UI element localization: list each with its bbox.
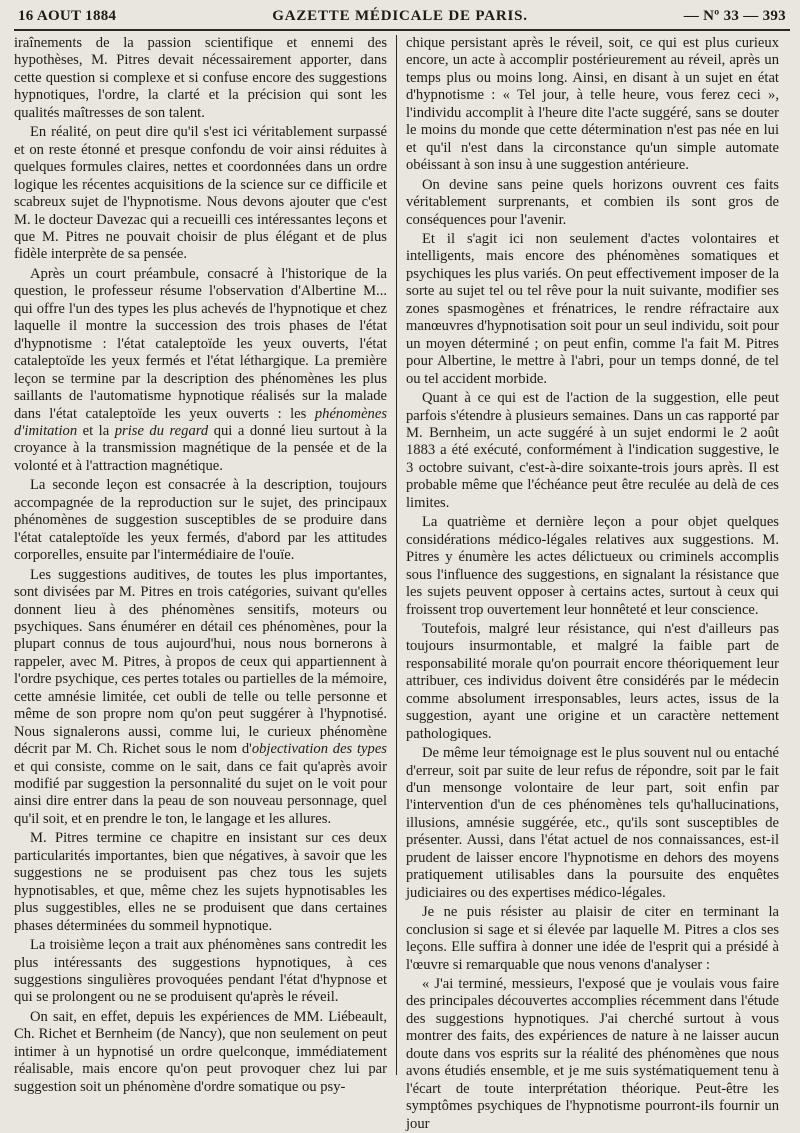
header-journal-title: GAZETTE MÉDICALE DE PARIS. (272, 8, 528, 24)
paragraph: La quatrième et dernière leçon a pour objet quelques considérations médico-légales relatives aux suggestions. M. Pitres y énumère les actes délictueux ou criminels accomplis sous l'influence des suggestions, en signalant la résistance que les sujets peuvent opposer à certains actes, surtout à ceux qui froissent trop ouvertement leur honnêteté et leur conscience. (406, 514, 779, 618)
italic-term: phénomènes d'imitation (14, 405, 387, 439)
header-date: 16 AOUT 1884 (18, 8, 117, 24)
paragraph (14, 567, 387, 829)
paragraph: De même leur témoignage est le plus souvent nul ou entaché d'erreur, soit par suite de leur refus de répondre, soit par le fait d'un mensonge volontaire de leur part, soit enfin par l'intervention d'un de ces phénomènes tels qu'hallucinations, illusions, amnésie suggérée, etc., qu'ils sont susceptibles de présenter. Aussi, dans l'état actuel de nos connaissances, est-il prudent de laisser encore l'hypnotisme en dehors des moyens pratiquement utilisables dans la poursuite des enquêtes judiciaires ou des expertises médico-légales. (406, 745, 779, 901)
left-column (14, 35, 396, 1095)
text-run: Les suggestions auditives, de toutes les plus importantes, sont divisées par M. Pitres en trois catégories, suivant qu'elles donnent lieu à des phénomènes sensitifs, moteurs ou psychiques. Sans énumérer en détail ces phénomènes, pour la plupart connus de tous aujourd'hui, nous nous bornerons à rappeler, avec M. Pitres, à propos de ceux qui appartiennent à l'ordre psychique, ces pertes totales ou partielles de la mémoire, cette amnésie limitée, cet oubli de telle ou telle personne et même de son propre nom qu'on peut suggérer à l'hypnotisé. Nous signalerons aussi, comme lui, le curieux phénomène décrit par M. Ch. Richet sous le nom d' (14, 566, 387, 758)
paragraph: La troisième leçon a trait aux phénomènes sans contredit les plus intéressants des suggestions hypnotiques, à ces suggestions singulières provoquées pendant l'état d'hypnose et qui se prolongent ou ne se produisent qu'après le réveil. (14, 937, 387, 1006)
paragraph: On devine sans peine quels horizons ouvrent ces faits véritablement surprenants, et combien ils sont gros de conséquences pour l'avenir. (406, 176, 779, 228)
paragraph: Quant à ce qui est de l'action de la suggestion, elle peut parfois s'étendre à plusieurs semaines. Dans un cas rapporté par M. Bernheim, un acte suggéré à un sujet endormi le 2 août 1883 a été exécuté, conformément à l'indication suggestive, le 3 octobre suivant, c'est-à-dire soixante-trois jours après. Il est probable même que l'échéance peut être reculée au delà de ces limites. (406, 390, 779, 511)
paragraph: Et il s'agit ici non seulement d'actes volontaires et intelligents, mais encore des phénomènes somatiques et psychiques les plus variés. On peut effectivement imposer de la sorte au sujet tel ou tel rêve pour la nuit suivante, modifier ses zones spasmogènes et frénatrices, le rendre réfractaire aux manœuvres d'hypnotisation soit pour un seul individu, soit pour un moyen déterminé ; on peut enfin, comme l'a fait M. Pitres pour Albertine, le mettre à l'abri, pour un temps donné, de tel ou tel accident morbide. (406, 230, 779, 387)
text-columns (14, 35, 790, 1132)
paragraph: Je ne puis résister au plaisir de citer en terminant la conclusion si sage et si élevée par laquelle M. Pitres a clos ses leçons. Elle suffira à donner une idée de l'esprit qui a présidé à l'œuvre si remarquable que nous venons d'analyser : (406, 904, 779, 973)
paragraph: iraînements de la passion scientifique et ennemi des hypothèses, M. Pitres devait nécessairement apporter, dans cette question si complexe et si confuse encore des suggestions hypnotiques, l'ordre, la clarté et la précision qui sont les qualités maîtresses de son talent. (14, 35, 387, 121)
paragraph: Toutefois, malgré leur résistance, qui n'est d'ailleurs pas toujours insurmontable, et malgré la faible part de responsabilité morale qu'on pourrait encore théoriquement leur attribuer, ces individus doivent être considérés par le médecin comme absolument irresponsables, leurs actes, issus de la suggestion, ayant une origine et un caractère nettement pathologiques. (406, 620, 779, 742)
paragraph: La seconde leçon est consacrée à la description, toujours accompagnée de la reproduction sur le sujet, des principaux phénomènes de suggestion susceptibles de se produire dans l'état cataleptoïde les yeux fermés, d'abord par les attitudes corporelles, ensuite par l'intermédiaire de l'ouïe. (14, 477, 387, 564)
header-page-number: — Nº 33 — 393 (683, 8, 786, 24)
italic-term: prise du regard (114, 422, 209, 439)
paragraph (14, 266, 387, 475)
page-header (14, 8, 790, 31)
paragraph: « J'ai terminé, messieurs, l'exposé que je voulais vous faire des principales découvertes accomplies récemment dans l'étude des suggestions hypnotiques. J'ai cherché surtout à vous montrer des faits, des expériences de nature à ne laisser aucun doute dans vos esprits sur la réalité des phénomènes que nous avons étudiés ensemble, et je me suis systématiquement tenu à l'écart de toute interprétation théorique. Peut-être les symptômes psychiques de l'hypnotisme pourront-ils fournir un jour (406, 976, 779, 1132)
paragraph: En réalité, on peut dire qu'il s'est ici véritablement surpassé et on reste étonné et presque confondu de voir ainsi réduites à quelques formules claires, nettes et coordonnées dans un ordre logique les récentes acquisitions de la science sur ce difficile et scabreux sujet de l'hypnotisme. Nous devons ajouter que c'est M. le docteur Davezac qui a recueilli ces intéressantes leçons et que M. Pitres ne pouvait choisir de plus élégant et de plus fidèle interprète de sa pensée. (14, 124, 387, 263)
text-run: et qui consiste, comme on le sait, dans ce fait qu'après avoir modifié par suggestion la personnalité du sujet on le voit pour ainsi dire entrer dans la peau de son nouveau personnage, quel qu'il soit, et en prendre le ton, le langage et les allures. (14, 758, 387, 827)
italic-term: objectivation des types (251, 741, 387, 758)
text-run: qui a donné lieu surtout à la croyance à la transmission magnétique de la pensée et de la volonté et à l'attraction magnétique. (14, 422, 387, 474)
paragraph: M. Pitres termine ce chapitre en insistant sur ces deux particularités importantes, bien que négatives, à savoir que les suggestions ne se produisent pas chez tous les sujets hypnotisables, et que, même chez les sujets hypnotisables les plus suggestibles, elles ne se produisent que dans certaines phases déterminées du sommeil hypnotique. (14, 830, 387, 934)
paragraph: On sait, en effet, depuis les expériences de MM. Liébeault, Ch. Richet et Bernheim (de Nancy), que non seulement on peut intimer à un hypnotisé un ordre quelconque, immédiatement réalisable, mais encore qu'on peut provoquer chez lui par suggestion soit un phénomène d'ordre somatique ou psy- (14, 1008, 387, 1095)
right-column (397, 35, 779, 1132)
text-run: Après un court préambule, consacré à l'historique de la question, le professeur résume l'observation d'Albertine M... qui offre l'un des types les plus achevés de l'hypnotique et chez laquelle il montre la succession des trois phases de l'état d'hypnotisme : l'état cataleptoïde les yeux ouverts, l'état cataleptoïde les yeux fermés et l'état léthargique. La première leçon se termine par la description des phénomènes les plus saillants de l'automatisme hypnotique réalisés sur la malade dans l'état cataleptoïde les yeux ouverts : les (14, 265, 387, 422)
paragraph: chique persistant après le réveil, soit, ce qui est plus curieux encore, un acte à accomplir postérieurement au réveil, après un temps plus ou moins long. Ainsi, en disant à un sujet en état d'hypnotisme : « Tel jour, à telle heure, vous ferez ceci », l'individu accomplit à l'heure dite l'acte suggéré, sans se douter le moins du monde que cette détermination n'est pas née en lui et qu'il n'est dans la circonstance qu'un simple automate obéissant à son insu à une suggestion antérieure. (406, 35, 779, 174)
text-run: et la (77, 422, 115, 439)
